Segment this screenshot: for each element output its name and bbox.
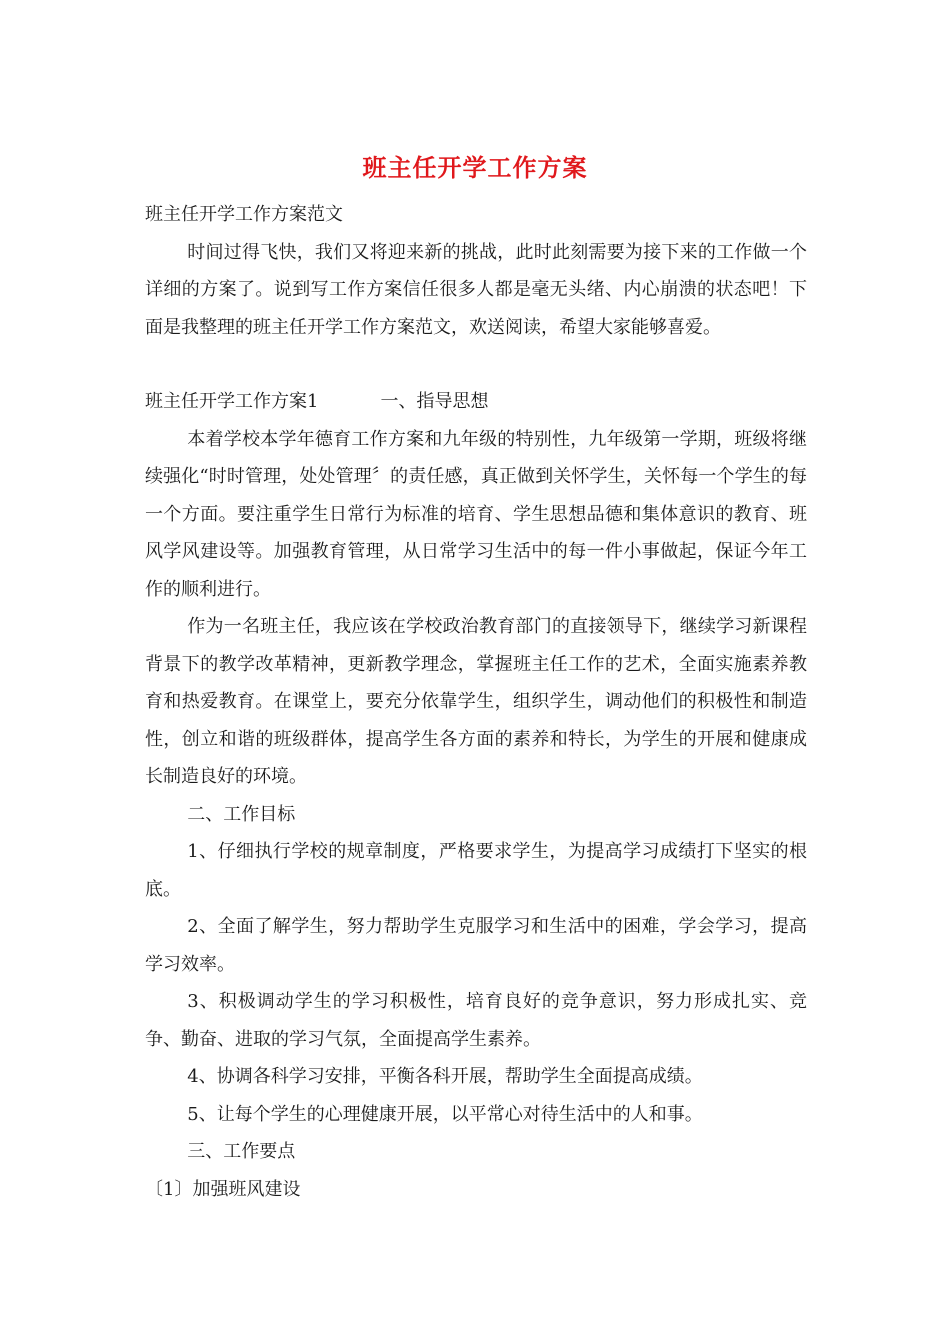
section1-paragraph-2: 作为一名班主任，我应该在学校政治教育部门的直接领导下，继续学习新课程背景下的教学改革精神，更新教学理念，掌握班主任工作的艺术，全面实施素养教育和热爱教育。在课堂上，要充分依靠学生，组织学生，调动他们的积极性和制造性，创立和谐的班级群体，提高学生各方面的素养和特长，为学生的开展和健康成长制造良好的环境。 <box>145 616 807 787</box>
section2-heading: 二、工作目标 <box>187 803 296 825</box>
document-body <box>145 196 807 1208</box>
document-title: 班主任开学工作方案 <box>362 153 588 182</box>
section1-paragraph-1: 本着学校本学年德育工作方案和九年级的特别性，九年级第一学期，班级将继续强化“时时管理，处处管理〞的责任感，真正做到关怀学生，关怀每一个学生的每一个方面。要注重学生日常行为标准的培育、学生思想品德和集体意识的教育、班风学风建设等。加强教育管理，从日常学习生活中的每一件小事做起，保证今年工作的顺利进行。 <box>145 428 807 600</box>
goal-item: 5、让每个学生的心理健康开展，以平常心对待生活中的人和事。 <box>187 1103 703 1125</box>
goal-item: 1、仔细执行学校的规章制度，严格要求学生，为提高学习成绩打下坚实的根底。 <box>145 841 807 900</box>
plan-label: 班主任开学工作方案1 <box>145 391 319 412</box>
document-subtitle: 班主任开学工作方案范文 <box>145 204 343 225</box>
goal-item: 3、积极调动学生的学习积极性，培育良好的竞争意识，努力形成扎实、竞争、勤奋、进取的学习气氛，全面提高学生素养。 <box>145 991 807 1050</box>
paragraph-gap <box>145 346 807 383</box>
intro-paragraph: 时间过得飞快，我们又将迎来新的挑战，此时此刻需要为接下来的工作做一个详细的方案了。说到写工作方案信任很多人都是毫无头绪、内心崩溃的状态吧！下面是我整理的班主任开学工作方案范文，欢送阅读，希望大家能够喜爱。 <box>145 241 807 338</box>
goal-item: 4、协调各科学习安排，平衡各科开展，帮助学生全面提高成绩。 <box>187 1066 703 1087</box>
plan-heading-row <box>145 383 807 421</box>
section3-heading: 三、工作要点 <box>187 1141 296 1162</box>
goal-item: 2、全面了解学生，努力帮助学生克服学习和生活中的困难，学会学习，提高学习效率。 <box>145 916 807 975</box>
section1-heading: 一、指导思想 <box>380 391 489 412</box>
point-item: 〔1〕加强班风建设 <box>145 1178 301 1200</box>
